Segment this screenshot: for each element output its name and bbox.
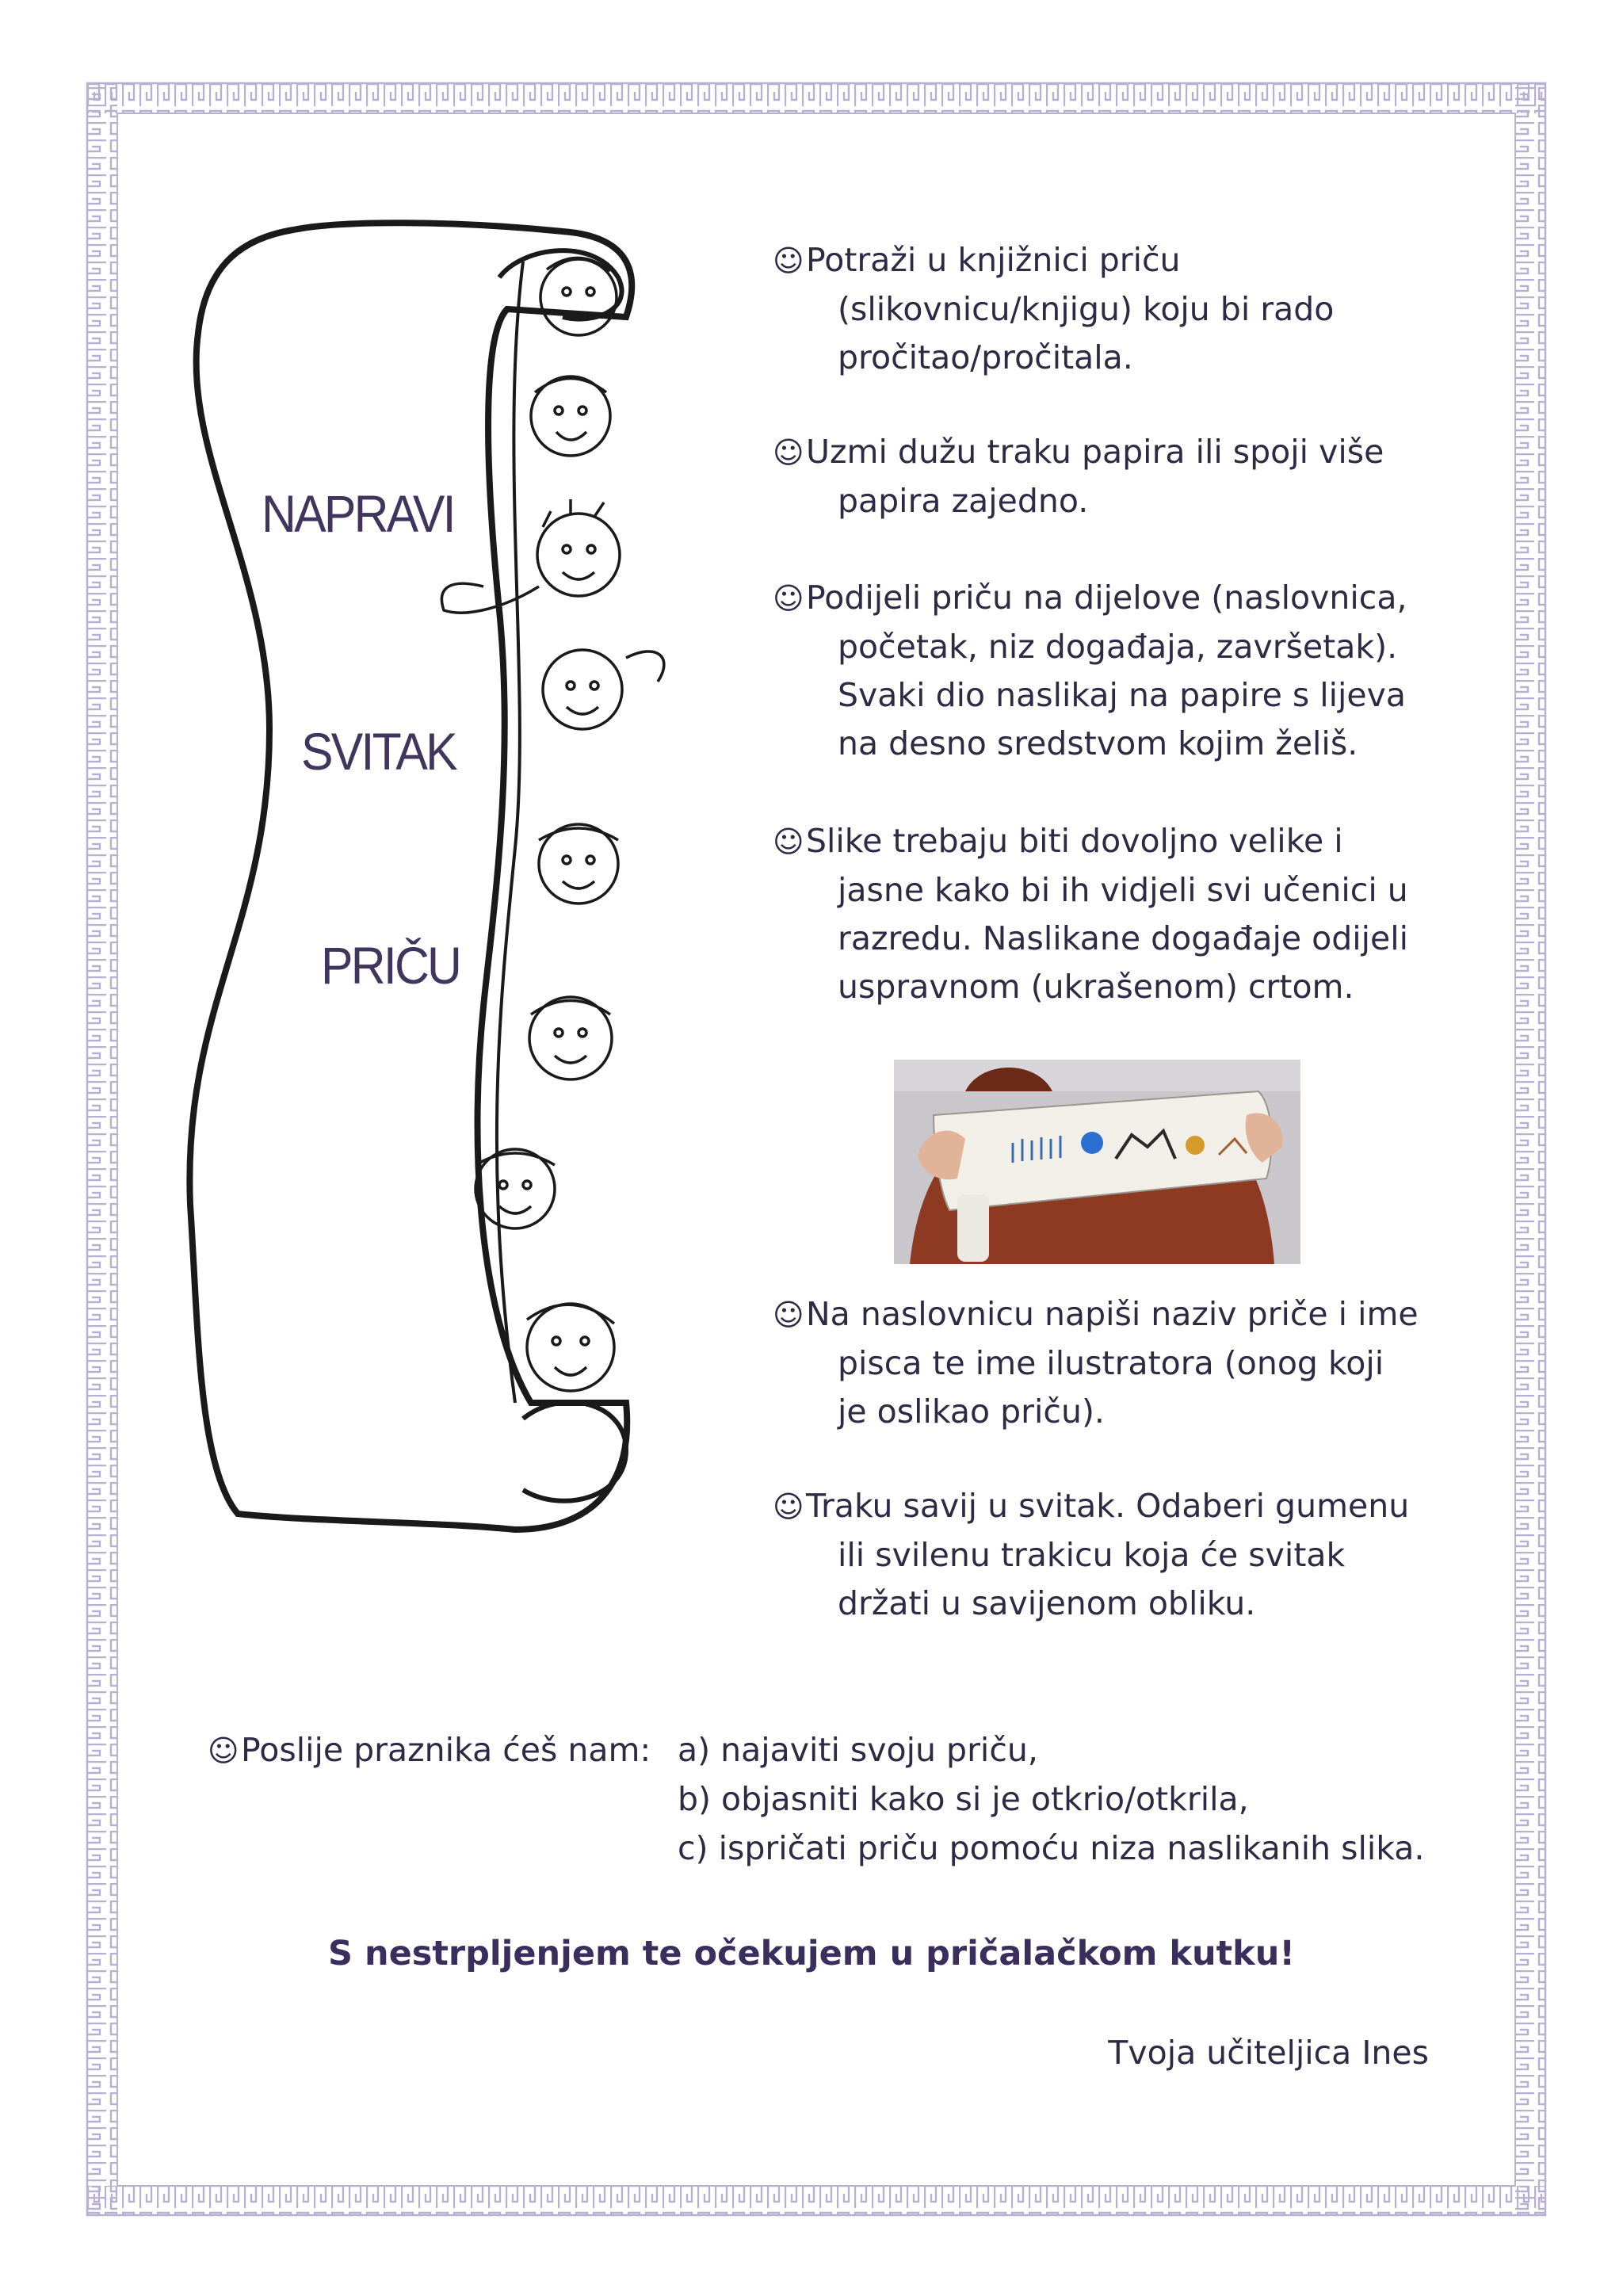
step-text: držati u savijenom obliku.	[838, 1584, 1256, 1622]
step-text: Potraži u knjižnici priču	[806, 241, 1181, 279]
child-drawing	[529, 997, 612, 1079]
step-text: Podijeli priču na dijelove (naslovnica,	[806, 579, 1407, 617]
smiley-icon: ☺	[773, 824, 804, 859]
step-3	[773, 574, 1518, 768]
smiley-icon: ☺	[773, 1489, 804, 1524]
child-drawing	[543, 650, 664, 729]
title-pricu: PRIČU	[321, 936, 460, 995]
child-drawing	[527, 1304, 614, 1391]
step-text: ili svilenu trakicu koja će svitak	[838, 1536, 1346, 1574]
step-text: početak, niz događaja, završetak).	[838, 628, 1398, 666]
step-1	[773, 236, 1518, 382]
step-text: uspravnom (ukrašenom) crtom.	[838, 968, 1354, 1006]
closing-item-b: b) objasniti kako si je otkrio/otkrila,	[678, 1780, 1249, 1818]
step-2	[773, 428, 1518, 525]
smiley-icon: ☺	[773, 435, 804, 470]
scroll-illustration	[151, 214, 721, 1561]
step-5	[773, 1290, 1518, 1436]
step-text: jasne kako bi ih vidjeli svi učenici u	[838, 871, 1408, 909]
step-text: Svaki dio naslikaj na papire s lijeva	[838, 676, 1407, 714]
title-svitak: SVITAK	[301, 722, 456, 781]
signature: Tvoja učiteljica Ines	[1108, 2034, 1429, 2072]
closing-item-a: a) najaviti svoju priču,	[678, 1731, 1038, 1769]
smiley-icon: ☺	[773, 1297, 804, 1332]
closing-emphasis: S nestrpljenjem te očekujem u pričalačkom kutku!	[328, 1934, 1295, 1973]
step-text: pročitao/pročitala.	[838, 338, 1133, 376]
child-drawing	[441, 499, 620, 613]
step-text: pisca te ime ilustratora (onog koji	[838, 1344, 1384, 1382]
closing-lead-text: Poslije praznika ćeš nam:	[241, 1731, 651, 1769]
step-6	[773, 1482, 1518, 1628]
step-text: je oslikao priču).	[838, 1392, 1105, 1431]
title-napravi: NAPRAVI	[262, 484, 454, 543]
child-drawing	[540, 258, 617, 335]
step-text: Traku savij u svitak. Odaberi gumenu	[806, 1487, 1410, 1525]
step-text: razredu. Naslikane događaje odijeli	[838, 919, 1409, 957]
smiley-icon: ☺	[773, 581, 804, 616]
step-text: Uzmi dužu traku papira ili spoji više	[806, 433, 1384, 471]
closing-lead	[208, 1726, 651, 1775]
child-drawing	[539, 824, 618, 904]
closing-item-c: c) ispričati priču pomoću niza naslikanih slika.	[678, 1829, 1425, 1867]
child-drawing	[531, 376, 610, 456]
step-4	[773, 817, 1518, 1011]
step-text: papira zajedno.	[838, 482, 1089, 520]
smiley-icon: ☺	[208, 1733, 239, 1768]
step-text: (slikovnicu/knjigu) koju bi rado	[838, 290, 1335, 328]
child-drawing	[475, 1149, 555, 1228]
step-text: Slike trebaju biti dovoljno velike i	[806, 822, 1343, 860]
step-text: Na naslovnicu napiši naziv priče i ime	[806, 1295, 1419, 1333]
scroll-photo	[894, 1060, 1300, 1264]
smiley-icon: ☺	[773, 243, 804, 278]
step-text: na desno sredstvom kojim želiš.	[838, 724, 1358, 762]
